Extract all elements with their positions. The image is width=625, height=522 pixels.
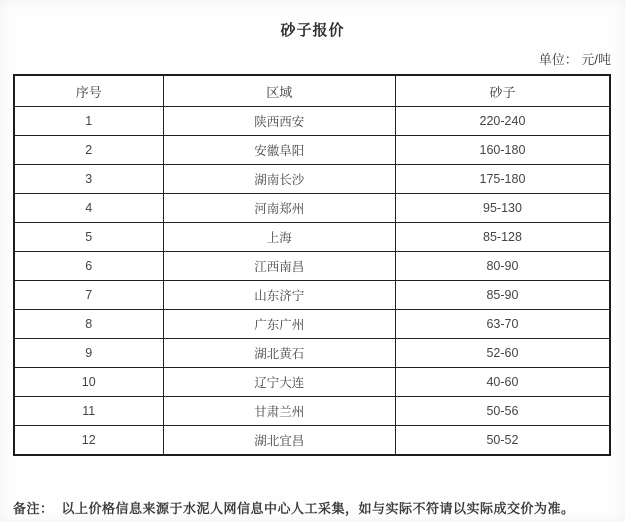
cell-no: 9 bbox=[14, 339, 163, 368]
page-title: 砂子报价 bbox=[280, 22, 345, 39]
table-row bbox=[14, 136, 610, 165]
table-row bbox=[14, 339, 610, 368]
cell-region: 湖北黄石 bbox=[163, 339, 395, 368]
table-row bbox=[14, 165, 610, 194]
cell-no: 1 bbox=[14, 107, 163, 136]
cell-no: 12 bbox=[14, 426, 163, 456]
remark bbox=[13, 498, 613, 517]
cell-price: 95-130 bbox=[395, 194, 610, 223]
cell-region: 上海 bbox=[163, 223, 395, 252]
cell-region: 山东济宁 bbox=[163, 281, 395, 310]
cell-region: 湖南长沙 bbox=[163, 165, 395, 194]
cell-price: 50-52 bbox=[395, 426, 610, 456]
cell-region: 湖北宜昌 bbox=[163, 426, 395, 456]
cell-no: 3 bbox=[14, 165, 163, 194]
table-row bbox=[14, 397, 610, 426]
table-row bbox=[14, 281, 610, 310]
price-table-header bbox=[14, 75, 610, 107]
table-row bbox=[14, 252, 610, 281]
cell-no: 8 bbox=[14, 310, 163, 339]
cell-price: 63-70 bbox=[395, 310, 610, 339]
cell-price: 160-180 bbox=[395, 136, 610, 165]
cell-region: 甘肃兰州 bbox=[163, 397, 395, 426]
header-row bbox=[14, 75, 610, 107]
table-row bbox=[14, 426, 610, 456]
table-row bbox=[14, 368, 610, 397]
cell-price: 40-60 bbox=[395, 368, 610, 397]
cell-price: 175-180 bbox=[395, 165, 610, 194]
cell-no: 7 bbox=[14, 281, 163, 310]
table-row bbox=[14, 223, 610, 252]
table-row bbox=[14, 107, 610, 136]
cell-price: 80-90 bbox=[395, 252, 610, 281]
cell-region: 安徽阜阳 bbox=[163, 136, 395, 165]
cell-no: 4 bbox=[14, 194, 163, 223]
remark-text: 以上价格信息来源于水泥人网信息中心人工采集，如与实际不符请以实际成交价为准。 bbox=[61, 501, 575, 516]
cell-price: 85-90 bbox=[395, 281, 610, 310]
cell-price: 52-60 bbox=[395, 339, 610, 368]
column-header: 砂子 bbox=[395, 75, 610, 107]
table-row bbox=[14, 310, 610, 339]
cell-no: 2 bbox=[14, 136, 163, 165]
price-table-body bbox=[14, 107, 610, 456]
cell-price: 220-240 bbox=[395, 107, 610, 136]
cell-region: 河南郑州 bbox=[163, 194, 395, 223]
cell-price: 50-56 bbox=[395, 397, 610, 426]
cell-region: 辽宁大连 bbox=[163, 368, 395, 397]
cell-no: 11 bbox=[14, 397, 163, 426]
remark-label: 备注： bbox=[13, 501, 54, 516]
unit-label: 单位： 元/吨 bbox=[538, 52, 611, 67]
cell-region: 江西南昌 bbox=[163, 252, 395, 281]
price-table bbox=[13, 74, 611, 456]
column-header: 区域 bbox=[163, 75, 395, 107]
column-header: 序号 bbox=[14, 75, 163, 107]
cell-region: 陕西西安 bbox=[163, 107, 395, 136]
cell-no: 6 bbox=[14, 252, 163, 281]
cell-no: 5 bbox=[14, 223, 163, 252]
cell-price: 85-128 bbox=[395, 223, 610, 252]
table-row bbox=[14, 194, 610, 223]
cell-region: 广东广州 bbox=[163, 310, 395, 339]
cell-no: 10 bbox=[14, 368, 163, 397]
